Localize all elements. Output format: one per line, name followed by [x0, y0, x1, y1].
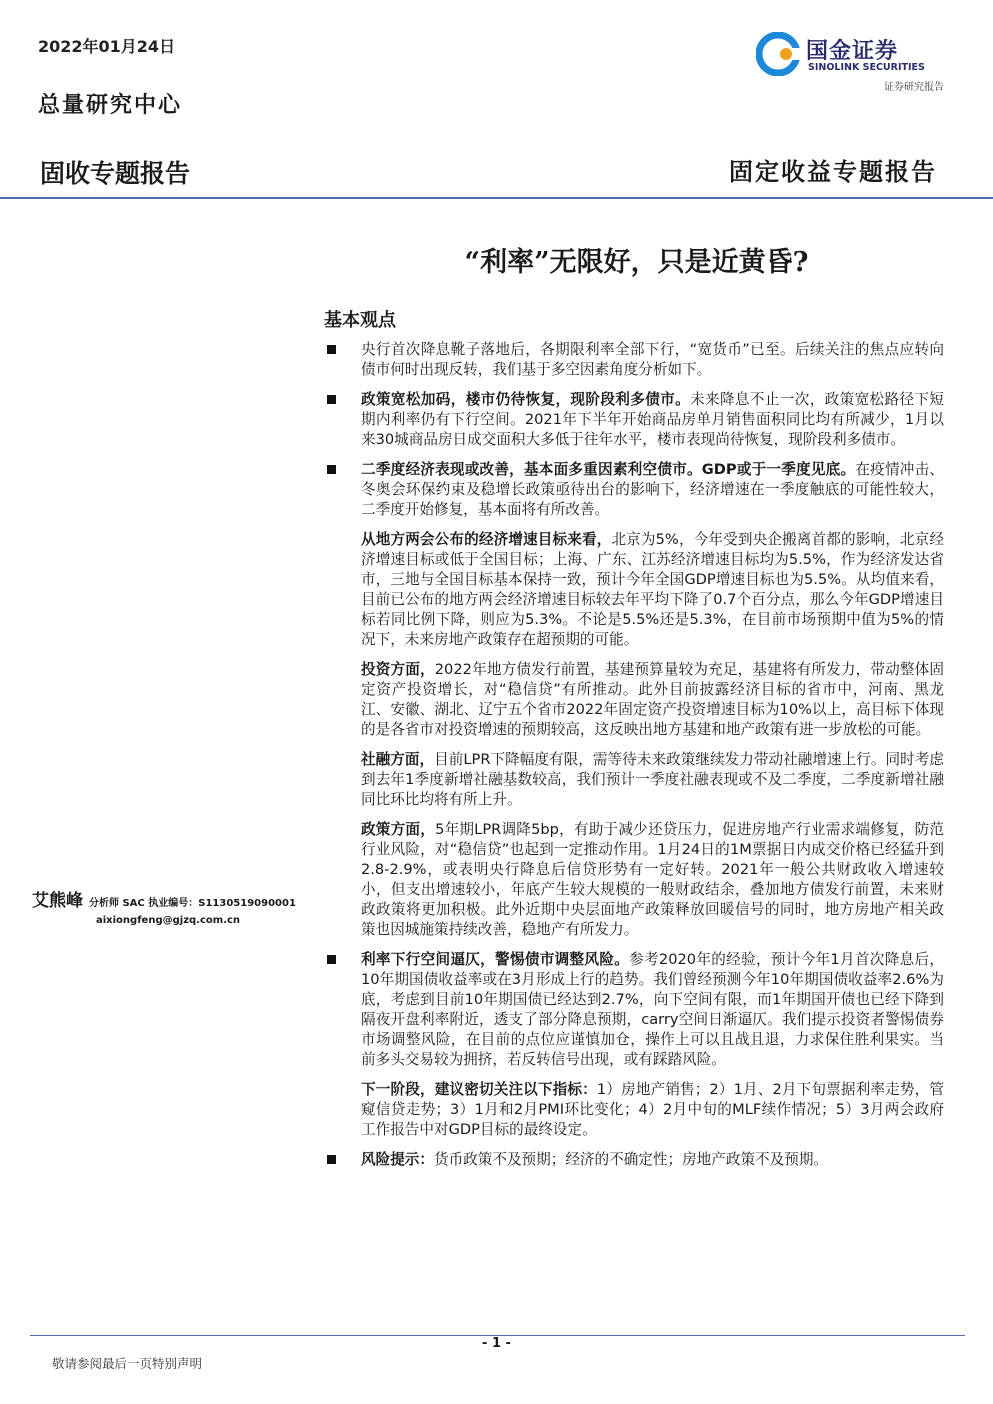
bullet-point: [324, 1150, 944, 1170]
square-bullet-icon: [327, 1155, 336, 1164]
square-bullet-icon: [327, 395, 336, 404]
point-lead: 政策方面，: [361, 821, 436, 838]
point-text: 货币政策不及预期；经济的不确定性；房地产政策不及预期。: [433, 1151, 829, 1168]
point-text: 北京为5%，今年受到央企搬离首都的影响，北京经济增速目标或低于全国目标；上海、广东、江苏经济增速目标均为5.5%，作为经济发达省市，三地与全国目标基本保持一致，预计今年全国GDP增速目标也为5.5%。从均值来看，目前已公布的地方两会经济增速目标较去年平均下降了0.7个百分点，那么今年GDP增速目标若同比例下降，则应为5.3%。不论是5.5%还是5.3%，在目前市场预期中值为5%的情况下，未来房地产政策存在超预期的可能。: [361, 531, 944, 648]
bullet-point: [324, 950, 944, 1070]
square-bullet-icon: [327, 955, 336, 964]
report-type: 固收专题报告: [40, 159, 191, 188]
point-lead: 从地方两会公布的经济增速目标来看，: [361, 531, 612, 548]
logo-en-text: SINOLINK SECURITIES: [808, 62, 925, 73]
report-date: 2022年01月24日: [38, 37, 176, 56]
sub-paragraph: [324, 530, 944, 650]
point-lead: 利率下行空间逼仄，警惕债市调整风险。: [361, 951, 630, 968]
sub-paragraph: [324, 1080, 944, 1140]
point-text: 未来降息不止一次，政策宽松路径下短期内利率仍有下行空间。2021年下半年开始商品房单月销售面积同比均有所减少，1月以来30城商品房日成交面积大多低于往年水平，楼市表现尚待恢复，现阶段利多债市。: [361, 391, 944, 448]
sub-paragraph: [324, 660, 944, 740]
point-lead: 政策宽松加码，楼市仍待恢复，现阶段利多债市。: [361, 391, 691, 408]
research-center: 总量研究中心: [38, 92, 183, 118]
point-text: 2022年地方债发行前置，基建预算量较为充足，基建将有所发力，带动整体固定资产投资增长，对“稳信贷”有所推动。此外目前披露经济目标的省市中，河南、黑龙江、安徽、湖北、辽宁五个省市2022年固定资产投资增速目标为10%以上，高目标下体现的是各省市对投资增速的预期较高，这反映出地方基建和地产政策有进一步放松的可能。: [361, 661, 944, 738]
key-points: [324, 340, 944, 1180]
square-bullet-icon: [327, 345, 336, 354]
square-bullet-icon: [327, 465, 336, 474]
analyst-sac-id: 分析师 SAC 执业编号：S1130519090001: [89, 898, 296, 909]
header-divider: [0, 197, 993, 199]
point-text: 在疫情冲击、冬奥会环保约束及稳增长政策亟待出台的影响下，经济增速在一季度触底的可能性较大，二季度开始修复，基本面将有所改善。: [361, 461, 944, 518]
sub-paragraph: [324, 750, 944, 810]
sinolink-logo-icon: [756, 32, 800, 76]
point-lead: 社融方面，: [361, 751, 435, 768]
footer-disclaimer: 敬请参阅最后一页特别声明: [52, 1356, 203, 1371]
section-heading: 基本观点: [324, 310, 396, 331]
logo-cn-text: 国金证券: [806, 39, 899, 64]
report-title: “利率”无限好，只是近黄昏?: [464, 247, 809, 278]
logo-subtitle: 证券研究报告: [884, 82, 944, 93]
report-type-right: 固定收益专题报告: [729, 157, 937, 186]
sinolink-logo: [756, 30, 946, 94]
sub-paragraph: [324, 820, 944, 940]
point-text: 央行首次降息靴子落地后，各期限利率全部下行，“宽货币”已至。后续关注的焦点应转向债市何时出现反转，我们基于多空因素角度分析如下。: [361, 341, 944, 378]
bullet-point: [324, 340, 944, 380]
point-text: 5年期LPR调降5bp，有助于减少还贷压力，促进房地产行业需求端修复，防范行业风险，对“稳信贷”也起到一定推动作用。1月24日的1M票据日内成交价格已经猛升到2.8-2.9%，或表明央行降息后信贷形势有一定好转。2021年一般公共财政收入增速较小，但支出增速较小，年底产生较大规模的一般财政结余，叠加地方债发行前置，未来财政政策将更加积极。此外近期中央层面地产政策释放回暖信号的同时，地方房地产相关政策也因城施策持续改善，稳地产有所发力。: [361, 821, 944, 938]
point-text: 参考2020年的经验，预计今年1月首次降息后，10年期国债收益率或在3月形成上行的趋势。我们曾经预测今年10年期国债收益率2.6%为底，考虑到目前10年期国债已经达到2.7%，向下空间有限，而1年期国开债也已经下降到隔夜开盘利率附近，透支了部分降息预期，carry空间日渐逼仄。我们提示投资者警惕债券市场调整风险，在目前的点位应谨慎加仓，操作上可以且战且退，力求保住胜利果实。当前多头交易较为拥挤，若反转信号出现，或有踩踏风险。: [361, 951, 944, 1068]
point-lead: 投资方面，: [361, 661, 435, 678]
analyst-email[interactable]: aixiongfeng@gjzq.com.cn: [96, 915, 241, 926]
analyst-name: 艾熊峰: [32, 891, 83, 911]
point-text: 1）房地产销售；2）1月、2月下旬票据利率走势，管窥信贷走势；3）1月和2月PMI环比变化；4）2月中旬的MLF续作情况；5）3月两会政府工作报告中对GDP目标的最终设定。: [361, 1081, 944, 1138]
analyst-info: [32, 886, 312, 926]
bullet-point: [324, 460, 944, 520]
page-number: - 1 -: [482, 1336, 511, 1351]
bullet-point: [324, 390, 944, 450]
point-text: 目前LPR下降幅度有限，需等待未来政策继续发力带动社融增速上行。同时考虑到去年1季度新增社融基数较高，我们预计一季度社融表现或不及二季度，二季度新增社融同比环比均将有所上升。: [361, 751, 944, 808]
point-lead: 二季度经济表现或改善，基本面多重因素利空债市。GDP或于一季度见底。: [361, 461, 856, 478]
point-lead: 风险提示：: [361, 1151, 434, 1168]
point-lead: 下一阶段，建议密切关注以下指标：: [361, 1081, 597, 1098]
